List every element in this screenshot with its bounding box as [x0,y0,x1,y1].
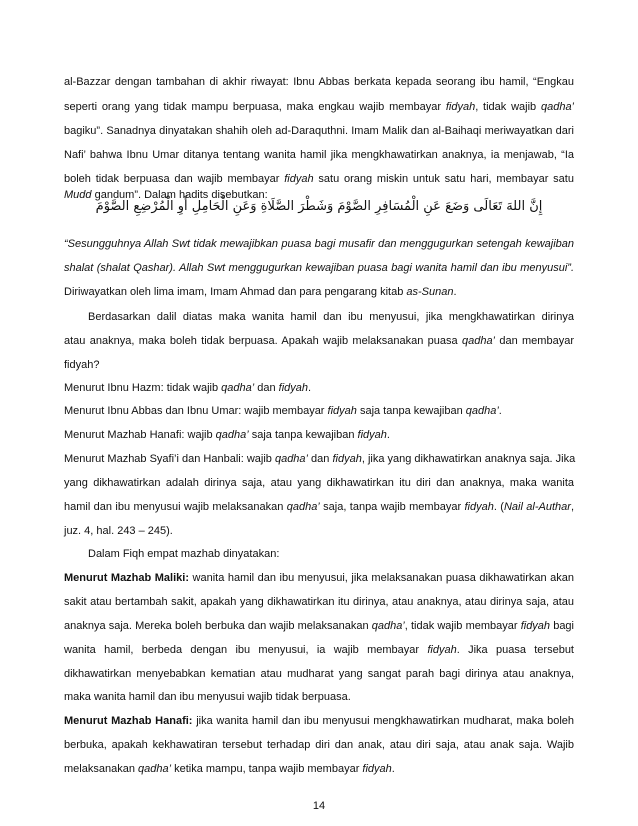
arabic-hadith: إِنَّ اللهَ تَعَالَى وَضَعَ عَنِ الْمُسَافِرِ الصَّوْمَ وَشَطْرَ الصَّلَاةِ وَعَنِ الْحَامِلِ أَوِ الْمُرْضِعِ الصَّوْمَ [95,199,543,214]
text-line: hamil dan ibu menyusui wajib melaksanakan qadha’ saja, tanpa wajib membayar fidyah. (Nail al-Authar, [64,501,575,513]
text-line: melaksanakan qadha’ ketika mampu, tanpa wajib membayar fidyah. [64,763,395,775]
text-line: Menurut Ibnu Abbas dan Ibnu Umar: wajib membayar fidyah saja tanpa kewajiban qadha’. [64,405,502,417]
text-line: Berdasarkan dalil diatas maka wanita hamil dan ibu menyusui, jika mengkhawatirkan dirinya [88,311,574,323]
text-line: wanita hamil, berbeda dengan ibu menyusui, ia wajib membayar fidyah. Jika puasa tersebut [64,644,574,656]
text-line: juz. 4, hal. 243 – 245). [64,525,173,537]
text-line: al-Bazzar dengan tambahan di akhir riwayat: Ibnu Abbas berkata kepada seorang ibu hamil, “Engkau [64,76,574,88]
text-line: sakit atau bertambah sakit, apakah yang dikhawatirkan itu dirinya, atau anaknya, atau dirinya saja, atau [64,596,574,608]
text-line: seperti orang yang tidak mampu berpuasa, maka engkau wajib membayar fidyah, tidak wajib qadha’ [64,101,575,113]
text-line: Mudd gandum”. Dalam hadits disebutkan: [64,189,268,201]
text-line: shalat (shalat Qashar). Allah Swt menggugurkan kewajiban puasa bagi wanita hamil dan ibu menyusui”. [64,262,574,274]
text-line: Dalam Fiqh empat mazhab dinyatakan: [88,548,280,560]
text-line: yang dikhawatirkan adalah dirinya saja, atau yang dikhawatirkan itu diri dan anaknya, maka wanita [64,477,574,489]
text-line: fidyah? [64,359,100,371]
text-line: Menurut Mazhab Syafi’i dan Hanbali: wajib qadha’ dan fidyah, jika yang dikhawatirkan anaknya saja. Jika [64,453,576,465]
text-line: maka wanita hamil dan ibu menyusui wajib tidak berpuasa. [64,691,351,703]
text-line: Menurut Mazhab Hanafi: jika wanita hamil dan ibu menyusui mengkhawatirkan mudharat, maka boleh [64,715,574,727]
text-line: anaknya saja. Mereka boleh berbuka dan wajib melaksanakan qadha’, tidak wajib membayar fidyah bagi [64,620,574,632]
text-line: Diriwayatkan oleh lima imam, Imam Ahmad dan para pengarang kitab as-Sunan. [64,286,457,298]
text-line: bagiku”. Sanadnya dinyatakan shahih oleh ad-Daraquthni. Imam Malik dan al-Baihaqi meriwayatkan dari [64,125,574,137]
page-number: 14 [312,800,326,812]
text-line: “Sesungguhnya Allah Swt tidak mewajibkan puasa bagi musafir dan menggugurkan setengah kewajiban [64,238,574,250]
text-line: dikhawatirkan menyebabkan kematian atau mudharat yang sangat parah bagi dirinya atau anaknya, [64,668,574,680]
text-line: Menurut Mazhab Maliki: wanita hamil dan ibu menyusui, jika melaksanakan puasa dikhawatirkan akan [64,572,575,584]
text-line: boleh tidak berpuasa dan wajib membayar fidyah satu orang miskin untuk satu hari, membayar satu [64,173,574,185]
text-line: Nafi’ bahwa Ibnu Umar ditanya tentang wanita hamil jika mengkhawatirkan anaknya, ia menjawab, “Ia [64,149,574,161]
text-line: Menurut Ibnu Hazm: tidak wajib qadha’ dan fidyah. [64,382,312,394]
text-line: Menurut Mazhab Hanafi: wajib qadha’ saja tanpa kewajiban fidyah. [64,429,390,441]
text-line: atau anaknya, maka boleh tidak berpuasa. Apakah wajib melaksanakan puasa qadha’ dan membayar [64,335,574,347]
text-line: berbuka, apakah kekhawatiran tersebut terhadap diri dan anak, atau diri saja, atau anak saja. Wajib [64,739,574,751]
